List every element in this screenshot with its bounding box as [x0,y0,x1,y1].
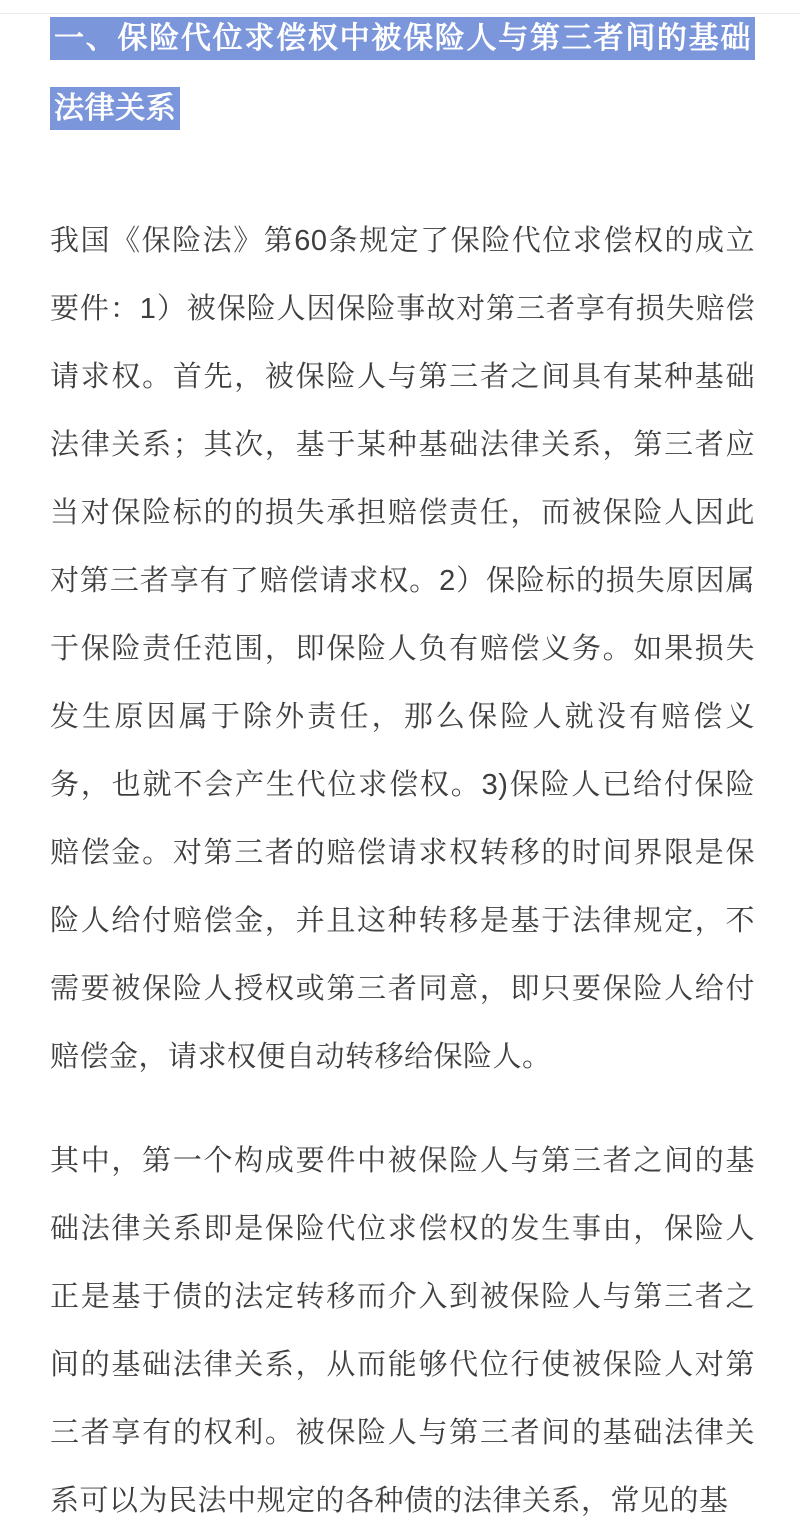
article-heading [50,4,755,144]
paragraph-basic-legal-relationship: 其中，第一个构成要件中被保险人与第三者之间的基础法律关系即是保险代位求偿权的发生事由，保险人正是基于债的法定转移而介入到被保险人与第三者之间的基础法律关系，从而能够代位行使被保险人对第三者享有的权利。被保险人与第三者间的基础法律关系可以为民法中规定的各种债的法律关系，常见的基 [50,1145,755,1517]
paragraph-subrogation-requirements: 我国《保险法》第60条规定了保险代位求偿权的成立要件：1）被保险人因保险事故对第三者享有损失赔偿请求权。首先，被保险人与第三者之间具有某种基础法律关系；其次，基于某种基础法律关系，第三者应当对保险标的的损失承担赔偿责任，而被保险人因此对第三者享有了赔偿请求权。2）保险标的损失原因属于保险责任范围，即保险人负有赔偿义务。如果损失发生原因属于除外责任，那么保险人就没有赔偿义务，也就不会产生代位求偿权。3)保险人已给付保险赔偿金。对第三者的赔偿请求权转移的时间界限是保险人给付赔偿金，并且这种转移是基于法律规定，不需要被保险人授权或第三者同意，即只要保险人给付赔偿金，请求权便自动转移给保险人。 [50,225,755,1073]
article-body [50,4,755,1535]
heading-highlight: 一、保险代位求偿权中被保险人与第三者间的基础法律关系 [50,17,755,130]
